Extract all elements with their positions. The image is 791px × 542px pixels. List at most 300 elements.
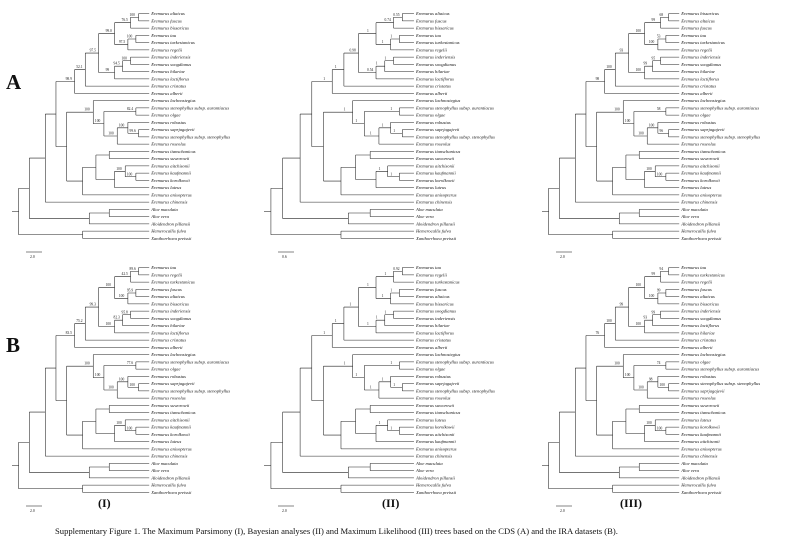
tree-branch: [639, 209, 679, 216]
taxon-label: Eremurus altaicus: [151, 294, 185, 300]
tree-branch: [131, 311, 150, 318]
taxon-label: Eremurus bissaricus: [681, 301, 719, 307]
tree-branch: [666, 108, 679, 115]
support-value: 76.5: [121, 18, 128, 23]
tree-branch: [669, 14, 680, 21]
support-value: 1: [390, 34, 393, 39]
taxon-label: Eremurus aitchisonii: [681, 163, 720, 169]
taxon-label: Eremurus saprjagajevii: [415, 381, 460, 387]
taxon-label: Eremurus suworowii: [151, 402, 190, 408]
tree-branch: [402, 384, 414, 391]
support-value: 99.3: [89, 302, 96, 307]
taxon-label: Eremurus aitchisonii: [415, 163, 455, 169]
taxon-label: Eremurus aitchisonii: [415, 431, 455, 437]
tree-branch: [394, 271, 414, 282]
taxon-label: Aloe maculata: [415, 206, 443, 212]
taxon-label: Eremurus kaufmannii: [415, 439, 456, 445]
taxon-label: Eremurus tau: [681, 265, 707, 271]
taxon-label: Eremurus tau: [681, 32, 707, 38]
tree-branch: [399, 362, 414, 369]
scale-bar-label: 2.0: [30, 509, 35, 513]
taxon-label: Eremurus inderiensis: [415, 54, 456, 60]
tree-branch: [75, 324, 150, 348]
taxon-label: Eremurus luteus: [415, 417, 447, 423]
taxon-label: Eremurus soogdianus: [151, 61, 192, 67]
taxon-label: Eremurus lactiflorus: [415, 76, 454, 82]
taxon-label: Eremurus inderiensis: [415, 315, 456, 321]
support-value: 99: [651, 18, 656, 23]
taxon-label: Eremurus tau: [151, 32, 177, 38]
tree-branch: [661, 271, 680, 282]
support-value: 100: [638, 385, 644, 390]
tree-branch: [312, 81, 332, 146]
taxon-label: Xanthorrhoea preissii: [151, 235, 192, 241]
taxon-label: Eremurus stenophyllus subsp. stenophyllus: [415, 388, 495, 394]
support-value: 0.74: [384, 18, 391, 23]
support-value: 100: [84, 361, 90, 366]
tree-branch: [131, 57, 150, 64]
support-value: 100: [94, 119, 101, 124]
taxon-label: Eremurus chinensis: [151, 199, 188, 205]
tree-branch: [56, 335, 75, 400]
tree-branch: [549, 188, 613, 234]
taxon-label: Eremurus alberti: [151, 344, 183, 350]
support-value: 95: [651, 56, 656, 61]
taxon-label: Eremurus turkestanicus: [151, 40, 195, 46]
support-value: 82.3: [113, 315, 120, 320]
taxon-label: Eremurus kaufmannii: [681, 170, 721, 176]
taxon-label: Eremurus tau: [151, 265, 177, 271]
taxon-label: Eremurus olgae: [415, 366, 446, 372]
taxon-label: Eremurus stenophyllus subsp. stenophyllus: [151, 134, 231, 140]
taxon-label: Eremurus inderiensis: [151, 308, 191, 314]
taxon-label: Aloe vera: [151, 214, 169, 220]
taxon-label: Eremurus fuscus: [415, 286, 447, 292]
tree-branch: [115, 66, 150, 79]
support-value: 1: [384, 272, 387, 277]
taxon-label: Aloe maculata: [415, 460, 443, 466]
taxon-label: Eremurus tianschanicus: [151, 410, 196, 416]
column-label-iii: (III): [620, 496, 643, 510]
taxon-label: Eremurus anisopterus: [151, 192, 192, 198]
support-value: 100: [646, 420, 652, 425]
tree-panel-b-i: [10, 258, 250, 520]
support-value: 100: [121, 56, 127, 61]
tree-branch: [19, 442, 83, 488]
tree-branch: [376, 425, 414, 441]
tree-branch: [666, 362, 679, 369]
support-value: 1: [334, 319, 337, 324]
tree-branch: [658, 39, 679, 50]
taxon-label: Eremurus luteus: [681, 185, 712, 191]
taxon-label: Aloidendron pillansii: [151, 475, 191, 481]
tree-branch: [549, 442, 613, 488]
row-label-b: B: [6, 333, 21, 357]
support-value: 0.92: [393, 266, 400, 271]
tree-branch: [109, 151, 149, 158]
taxon-label: Eremurus korolkowii: [151, 431, 190, 437]
support-value: 100: [118, 123, 125, 128]
support-value: 100: [614, 107, 620, 112]
tree-branch: [376, 320, 414, 333]
tree-branch: [666, 173, 679, 180]
support-value: 1: [369, 131, 372, 136]
tree-branch: [619, 213, 679, 224]
scale-bar-label: 2.0: [560, 255, 565, 259]
taxon-label: Eremurus olgae: [681, 112, 711, 118]
support-value: 1: [355, 119, 358, 124]
tree-branch: [402, 14, 414, 21]
tree-branch: [56, 81, 75, 146]
taxon-label: Xanthorrhoea preissii: [415, 489, 457, 495]
support-value: 94.5: [113, 61, 120, 66]
taxon-label: Eremurus korolkowii: [681, 177, 720, 183]
tree-branch: [613, 231, 680, 238]
tree-branch: [394, 17, 414, 28]
tree-panel-a-iii: [540, 4, 780, 266]
taxon-label: Eremurus aitchisonii: [681, 439, 720, 445]
support-value: 100: [648, 123, 655, 128]
support-value: 100: [606, 319, 612, 324]
taxon-label: Eremurus inderiensis: [681, 54, 721, 60]
taxon-label: Xanthorrhoea preissii: [681, 489, 722, 495]
taxon-label: Eremurus altaicus: [415, 11, 450, 17]
tree-branch: [67, 112, 94, 181]
taxon-label: Eremurus tianschanicus: [415, 148, 461, 154]
taxon-label: Eremurus stenophyllus subsp. stenophyllus: [681, 134, 761, 140]
taxon-label: Eremurus alberti: [681, 344, 713, 350]
taxon-label: Eremurus luteus: [151, 439, 182, 445]
support-value: 99.0: [105, 29, 112, 34]
taxon-label: Aloe maculata: [681, 460, 708, 466]
support-value: 100: [648, 293, 655, 298]
taxon-label: Eremurus kaufmannii: [681, 431, 721, 437]
taxon-label: Aloe vera: [415, 214, 434, 220]
scale-bar-label: 2.0: [282, 509, 287, 513]
taxon-label: Eremurus lachnostegius: [415, 98, 461, 104]
tree-branch: [370, 151, 414, 158]
column-label-ii: (II): [382, 496, 400, 510]
scale-bar-label: 2.0: [30, 255, 35, 259]
taxon-label: Eremurus lachnostegius: [681, 98, 726, 104]
tree-branch: [353, 355, 414, 378]
tree-branch: [83, 231, 150, 238]
taxon-label: Xanthorrhoea preissii: [415, 235, 457, 241]
taxon-label: Eremurus anisopterus: [681, 192, 722, 198]
taxon-label: Eremurus stenophyllus subsp. aurantiacus: [415, 105, 494, 111]
support-value: 94: [659, 266, 664, 271]
taxon-label: Aloidendron pillansii: [681, 221, 721, 227]
support-value: 89.6: [129, 266, 136, 271]
tree-branch: [29, 412, 89, 472]
support-value: 100: [108, 385, 114, 390]
taxon-label: Eremurus suworowii: [681, 402, 720, 408]
row-label-a: A: [6, 70, 22, 94]
tree-branch: [370, 209, 414, 216]
taxon-label: Eremurus roseolus: [415, 141, 451, 147]
tree-branch: [647, 128, 679, 144]
support-value: 97.5: [118, 39, 126, 44]
taxon-label: Eremurus turkestanicus: [415, 40, 460, 46]
taxon-label: Eremurus turkestanicus: [681, 272, 725, 278]
taxon-label: Eremurus altaicus: [681, 294, 715, 300]
support-value: 1: [393, 382, 396, 387]
tree-svg: [262, 258, 524, 520]
tree-branch: [67, 366, 94, 435]
tree-branch: [399, 173, 414, 180]
tree-svg: [540, 4, 780, 266]
taxon-label: Eremurus lachnostegius: [151, 98, 196, 104]
taxon-label: Eremurus suworowii: [681, 156, 720, 162]
support-value: 100: [614, 361, 620, 366]
tree-branch: [45, 368, 149, 456]
taxon-label: Eremurus tau: [415, 32, 441, 38]
tree-panel-a-ii: [262, 4, 524, 266]
tree-branch: [115, 320, 150, 333]
taxon-label: Eremurus aitchisonii: [151, 417, 190, 423]
taxon-label: Eremurus lactiflorus: [681, 323, 720, 329]
taxon-label: Eremurus fuscus: [681, 286, 712, 292]
tree-branch: [348, 213, 414, 224]
tree-branch: [586, 81, 605, 146]
tree-branch: [271, 442, 341, 488]
tree-branch: [559, 412, 619, 472]
taxon-label: Eremurus stenophyllus subsp. stenophyllus: [415, 134, 495, 140]
tree-branch: [139, 130, 150, 137]
taxon-label: Eremurus olgae: [415, 112, 446, 118]
tree-branch: [93, 101, 149, 124]
tree-branch: [136, 35, 149, 42]
tree-branch: [669, 384, 680, 391]
taxon-label: Aloe vera: [681, 214, 699, 220]
taxon-label: Eremurus luteus: [681, 417, 712, 423]
tree-branch: [666, 35, 679, 42]
taxon-label: Eremurus cristatus: [681, 337, 717, 343]
support-value: 100: [118, 293, 125, 298]
tree-svg: [262, 4, 524, 266]
support-value: 100: [659, 382, 665, 387]
tree-branch: [653, 315, 680, 326]
taxon-label: Eremurus korolkowii: [151, 177, 190, 183]
taxon-label: Eremurus olgae: [151, 366, 181, 372]
tree-branch: [358, 288, 376, 327]
taxon-label: Eremurus chinensis: [415, 199, 453, 205]
tree-branch: [323, 366, 352, 435]
support-value: 99: [105, 68, 110, 73]
taxon-label: Eremurus suworowii: [151, 156, 190, 162]
support-value: 1: [367, 29, 369, 34]
tree-branch: [370, 405, 414, 412]
support-value: 1: [381, 123, 384, 128]
taxon-label: Eremurus chinensis: [681, 453, 718, 459]
taxon-label: Eremurus saprjagajevii: [681, 127, 725, 133]
taxon-label: Eremurus kaufmannii: [415, 170, 456, 176]
tree-branch: [605, 70, 680, 94]
tree-branch: [613, 485, 680, 492]
taxon-label: Eremurus korolkowii: [415, 177, 455, 183]
taxon-label: Eremurus olgae: [681, 359, 711, 365]
taxon-label: Eremurus tianschanicus: [415, 410, 461, 416]
taxon-label: Eremurus stenophyllus subsp. aurantiacus: [681, 366, 760, 372]
tree-branch: [139, 268, 150, 275]
tree-branch: [83, 485, 150, 492]
taxon-label: Eremurus stenophyllus subsp. aurantiacus: [415, 359, 494, 365]
taxon-label: Eremurus alberti: [681, 90, 713, 96]
taxon-label: Eremurus hilariae: [681, 330, 715, 336]
tree-branch: [623, 101, 679, 124]
taxon-label: Eremurus robustus: [151, 119, 186, 125]
taxon-label: Eremurus robustus: [415, 373, 451, 379]
support-value: 100: [116, 166, 122, 171]
taxon-label: Eremurus aitchisonii: [151, 163, 190, 169]
tree-branch: [575, 368, 679, 456]
support-value: 100: [635, 68, 641, 73]
tree-branch: [385, 315, 414, 326]
support-value: 58: [656, 107, 661, 111]
support-value: 83.5: [65, 330, 72, 335]
taxon-label: Eremurus lactiflorus: [151, 330, 190, 336]
tree-branch: [623, 355, 679, 378]
support-value: 100: [108, 131, 114, 136]
tree-branch: [136, 108, 149, 115]
taxon-label: Eremurus roseolus: [415, 395, 451, 401]
taxon-label: Eremurus korolkowii: [681, 424, 720, 430]
taxon-label: Eremurus roseolus: [151, 395, 186, 401]
taxon-label: Eremurus anisopterus: [151, 446, 192, 452]
tree-branch: [89, 213, 149, 224]
support-value: 1: [384, 310, 387, 315]
support-value: 93: [619, 48, 624, 53]
support-value: 1: [323, 330, 326, 335]
taxon-label: Xanthorrhoea preissii: [151, 489, 192, 495]
tree-branch: [136, 362, 149, 369]
taxon-label: Hemerocallis fulva: [415, 482, 451, 488]
taxon-label: Eremurus cristatus: [415, 83, 451, 89]
support-value: 100: [656, 426, 663, 431]
tree-branch: [123, 315, 150, 326]
taxon-label: Eremurus bissaricus: [415, 25, 454, 31]
support-value: 99: [651, 272, 656, 277]
taxon-label: Hemerocallis fulva: [415, 228, 451, 234]
taxon-label: Eremurus fuscus: [415, 18, 447, 24]
support-value: 100: [126, 172, 133, 177]
tree-branch: [402, 268, 414, 275]
tree-branch: [605, 324, 680, 348]
tree-branch: [341, 485, 414, 492]
support-value: 95.8: [121, 310, 128, 315]
support-value: 1: [323, 76, 326, 81]
support-value: 100: [129, 12, 135, 17]
taxon-label: Eremurus suworowii: [415, 156, 455, 162]
taxon-label: Eremurus hilariae: [151, 323, 185, 329]
taxon-label: Eremurus alberti: [415, 344, 448, 350]
tree-branch: [597, 112, 624, 181]
tree-branch: [666, 289, 679, 296]
support-value: 1: [375, 61, 378, 66]
tree-branch: [348, 467, 414, 478]
tree-branch: [136, 289, 149, 296]
support-value: 1: [390, 426, 393, 431]
tree-branch: [139, 384, 150, 391]
support-value: 1: [390, 107, 393, 111]
taxon-label: Eremurus tianschanicus: [681, 410, 726, 416]
tree-branch: [300, 368, 414, 456]
support-value: 1: [334, 65, 337, 70]
support-value: 99: [643, 61, 648, 66]
taxon-label: Eremurus luteus: [151, 185, 182, 191]
tree-branch: [109, 209, 149, 216]
tree-branch: [376, 66, 414, 79]
taxon-label: Eremurus lachnostegius: [151, 352, 196, 358]
tree-branch: [29, 158, 89, 218]
taxon-label: Eremurus hilariae: [681, 69, 715, 75]
tree-branch: [575, 114, 679, 202]
support-value: 1: [381, 39, 384, 44]
taxon-label: Eremurus saprjagajevii: [151, 381, 195, 387]
tree-branch: [344, 53, 414, 86]
tree-svg: [540, 258, 780, 520]
tree-branch: [615, 53, 679, 86]
taxon-label: Eremurus soogdianus: [415, 308, 456, 314]
tree-branch: [19, 188, 83, 234]
taxon-label: Eremurus cristatus: [681, 83, 717, 89]
support-value: 100: [129, 382, 135, 387]
support-value: 98: [648, 377, 653, 382]
taxon-label: Eremurus saprjagajevii: [415, 127, 460, 133]
taxon-label: Eremurus roseolus: [681, 141, 716, 147]
tree-panel-b-iii: [540, 258, 780, 520]
taxon-label: Eremurus alberti: [415, 90, 448, 96]
tree-branch: [639, 151, 679, 158]
taxon-label: Eremurus regelii: [681, 279, 713, 285]
support-value: 52.1: [76, 65, 83, 70]
tree-branch: [85, 53, 149, 86]
column-label-i: (I): [98, 496, 111, 510]
taxon-label: Eremurus cristatus: [415, 337, 451, 343]
support-value: 0.54: [367, 68, 374, 73]
tree-branch: [586, 335, 605, 400]
tree-branch: [379, 382, 414, 398]
support-value: 1: [378, 420, 381, 425]
support-value: 99: [619, 302, 624, 307]
support-value: 1: [393, 128, 396, 133]
support-value: 100: [118, 377, 125, 382]
tree-branch: [341, 231, 414, 238]
tree-branch: [399, 35, 414, 42]
support-value: 100: [105, 322, 111, 327]
taxon-label: Eremurus cristatus: [151, 337, 187, 343]
tree-branch: [619, 467, 679, 478]
taxon-label: Eremurus inderiensis: [151, 54, 191, 60]
taxon-label: Hemerocallis fulva: [681, 228, 717, 234]
tree-branch: [344, 307, 414, 340]
support-value: 0.55: [393, 12, 400, 17]
taxon-label: Aloidendron pillansii: [681, 475, 721, 481]
support-value: 99: [651, 310, 656, 315]
taxon-label: Eremurus stenophyllus subsp. aurantiacus: [151, 105, 230, 111]
scale-bar-label: 0.6: [282, 255, 287, 259]
taxon-label: Eremurus stenophyllus subsp. aurantiacus: [151, 359, 230, 365]
tree-branch: [661, 57, 680, 64]
support-value: 1: [369, 385, 372, 390]
tree-branch: [283, 158, 349, 218]
support-value: 1: [375, 315, 378, 320]
support-value: 1: [381, 377, 384, 382]
support-value: 100: [635, 29, 641, 34]
taxon-label: Eremurus hilariae: [415, 69, 450, 75]
support-value: 1: [378, 166, 381, 171]
tree-branch: [661, 311, 680, 318]
